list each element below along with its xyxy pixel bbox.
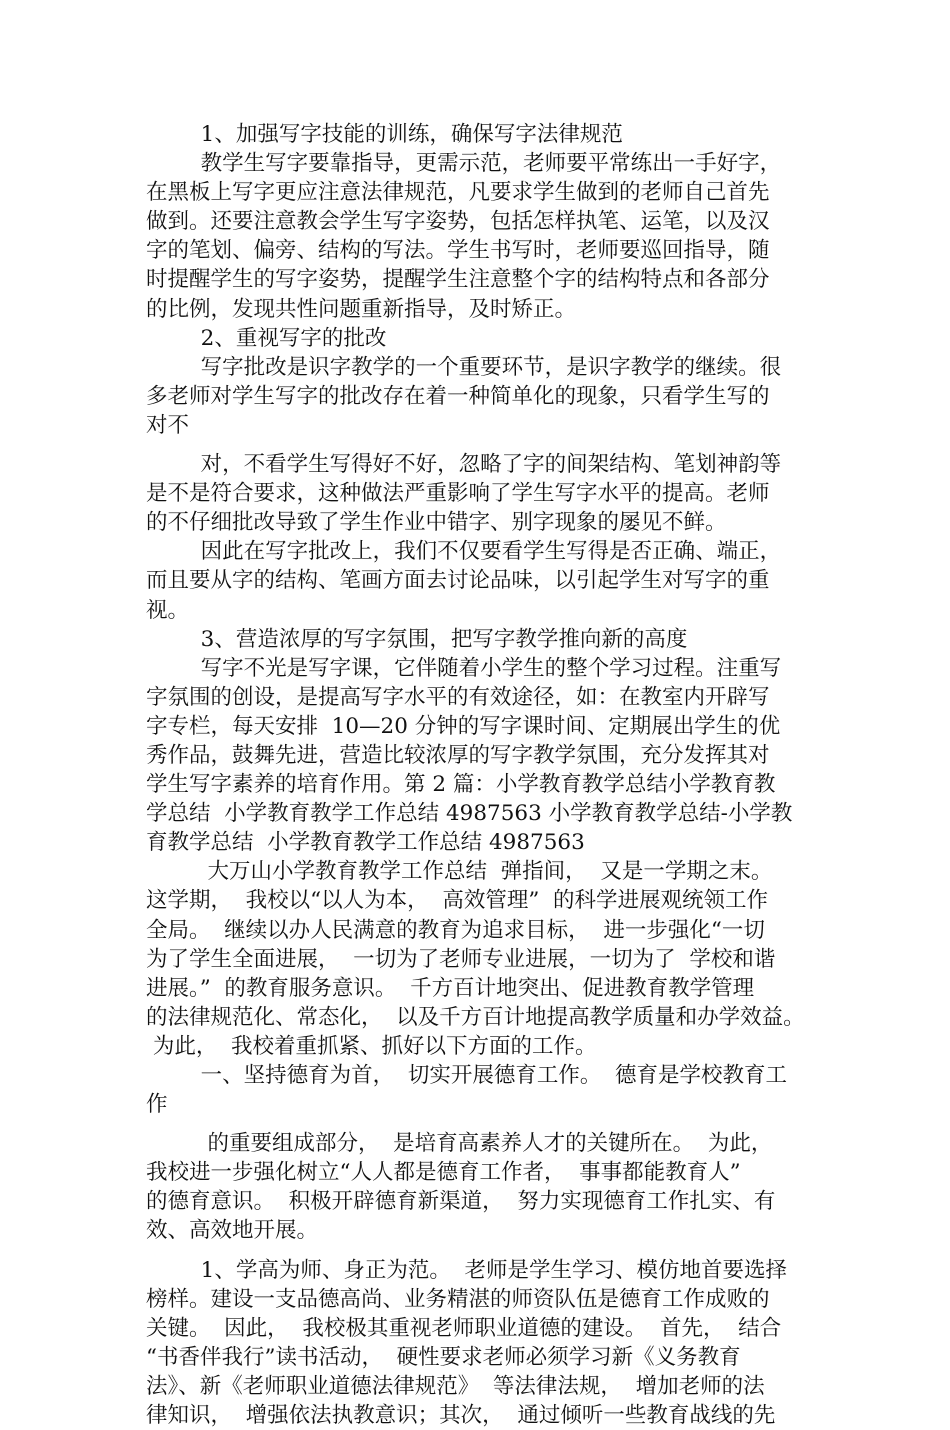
text-line: 的比例，发现共性问题重新指导，及时矫正。 <box>146 296 577 322</box>
text-line: 写字不光是写字课，它伴随着小学生的整个学习过程。注重写 <box>146 655 782 681</box>
text-line: 写字批改是识字教学的一个重要环节，是识字教学的继续。很 <box>146 354 782 380</box>
text-line: 是不是符合要求，这种做法严重影响了学生写字水平的提高。老师 <box>146 481 770 507</box>
text-line: 学总结 小学教育教学工作总结 4987563 小学教育教学总结-小学教 <box>146 801 793 827</box>
text-line: 字专栏，每天安排 10—20 分钟的写字课时间、定期展出学生的优 <box>146 713 781 739</box>
text-line: 大万山小学教育教学工作总结 弹指间， 又是一学期之末。 <box>146 859 773 885</box>
text-line: 学生写字素养的培育作用。第 2 篇：小学教育教学总结小学教育教 <box>146 772 776 798</box>
text-line: 为此， 我校着重抓紧、抓好以下方面的工作。 <box>146 1033 597 1059</box>
text-line: 对不 <box>146 412 190 438</box>
text-line: 进展。” 的教育服务意识。 千方百计地突出、促进教育教学管理 <box>146 975 755 1001</box>
text-line: 1、加强写字技能的训练，确保写字法律规范 <box>146 122 623 147</box>
text-line: 对，不看学生写得好不好，忽略了字的间架结构、笔划神韵等 <box>146 452 782 478</box>
text-line: 教学生写字要靠指导，更需示范，老师要平常练出一手好字， <box>146 151 782 177</box>
text-line: 育教学总结 小学教育教学工作总结 4987563 <box>146 830 585 856</box>
text-line: 法》、新《老师职业道德法律规范》 等法律法规， 增加老师的法 <box>146 1373 765 1399</box>
text-line: “书香伴我行”读书活动， 硬性要求老师必须学习新《义务教育 <box>146 1344 741 1370</box>
paragraph-gap <box>146 1246 808 1256</box>
text-line: 多老师对学生写字的批改存在着一种简单化的现象，只看学生写的 <box>146 383 770 409</box>
paragraph-gap <box>146 440 808 450</box>
text-line: 的德育意识。 积极开辟德育新渠道， 努力实现德育工作扎实、有 <box>146 1189 776 1215</box>
document-body <box>146 120 808 1430</box>
text-line: 作 <box>146 1092 168 1118</box>
text-line: 做到。还要注意教会学生写字姿势，包括怎样执笔、运笔，以及汉 <box>146 209 770 235</box>
text-line: 为了学生全面进展， 一切为了老师专业进展，一切为了 学校和谐 <box>146 946 776 972</box>
text-line: 字氛围的创设，是提高写字水平的有效途径，如：在教室内开辟写 <box>146 684 770 710</box>
paragraph-gap <box>146 1119 808 1129</box>
text-line: 的不仔细批改导致了学生作业中错字、别字现象的屡见不鲜。 <box>146 510 727 536</box>
text-line: 而且要从字的结构、笔画方面去讨论品味，以引起学生对写字的重 <box>146 568 770 594</box>
text-line: 字的笔划、偏旁、结构的写法。学生书写时，老师要巡回指导，随 <box>146 238 770 264</box>
text-line: 这学期， 我校以“以人为本， 高效管理” 的科学进展观统领工作 <box>146 888 768 914</box>
text-line: 视。 <box>146 597 190 623</box>
text-line: 效、高效地开展。 <box>146 1218 319 1244</box>
text-line: 一、坚持德育为首， 切实开展德育工作。 德育是学校教育工 <box>146 1063 788 1088</box>
text-line: 秀作品，鼓舞先进，营造比较浓厚的写字教学氛围，充分发挥其对 <box>146 742 770 768</box>
text-line: 的重要组成部分， 是培育高素养人才的关键所在。 为此， <box>146 1131 773 1157</box>
text-line: 榜样。建设一支品德高尚、业务精湛的师资队伍是德育工作成败的 <box>146 1286 770 1312</box>
text-line: 律知识， 增强依法执教意识；其次， 通过倾听一些教育战线的先 <box>146 1403 776 1429</box>
text-line: 3、营造浓厚的写字氛围，把写字教学推向新的高度 <box>146 626 688 652</box>
text-line: 1、学高为师、身正为范。 老师是学生学习、模仿地首要选择 <box>146 1257 788 1283</box>
text-line: 2、重视写字的批改 <box>146 325 387 351</box>
text-line: 我校进一步强化树立“人人都是德育工作者， 事事都能教育人” <box>146 1160 741 1186</box>
text-line: 因此在写字批改上，我们不仅要看学生写得是否正确、端正， <box>146 539 782 565</box>
text-line: 关键。 因此， 我校极其重视老师职业道德的建设。 首先， 结合 <box>146 1315 782 1341</box>
text-line: 在黑板上写字更应注意法律规范，凡要求学生做到的老师自己首先 <box>146 180 770 206</box>
text-line: 全局。 继续以办人民满意的教育为追求目标， 进一步强化“一切 <box>146 917 765 943</box>
text-line: 的法律规范化、常态化， 以及千方百计地提高教学质量和办学效益。 <box>146 1004 805 1030</box>
text-line: 时提醒学生的写字姿势，提醒学生注意整个字的结构特点和各部分 <box>146 267 770 293</box>
